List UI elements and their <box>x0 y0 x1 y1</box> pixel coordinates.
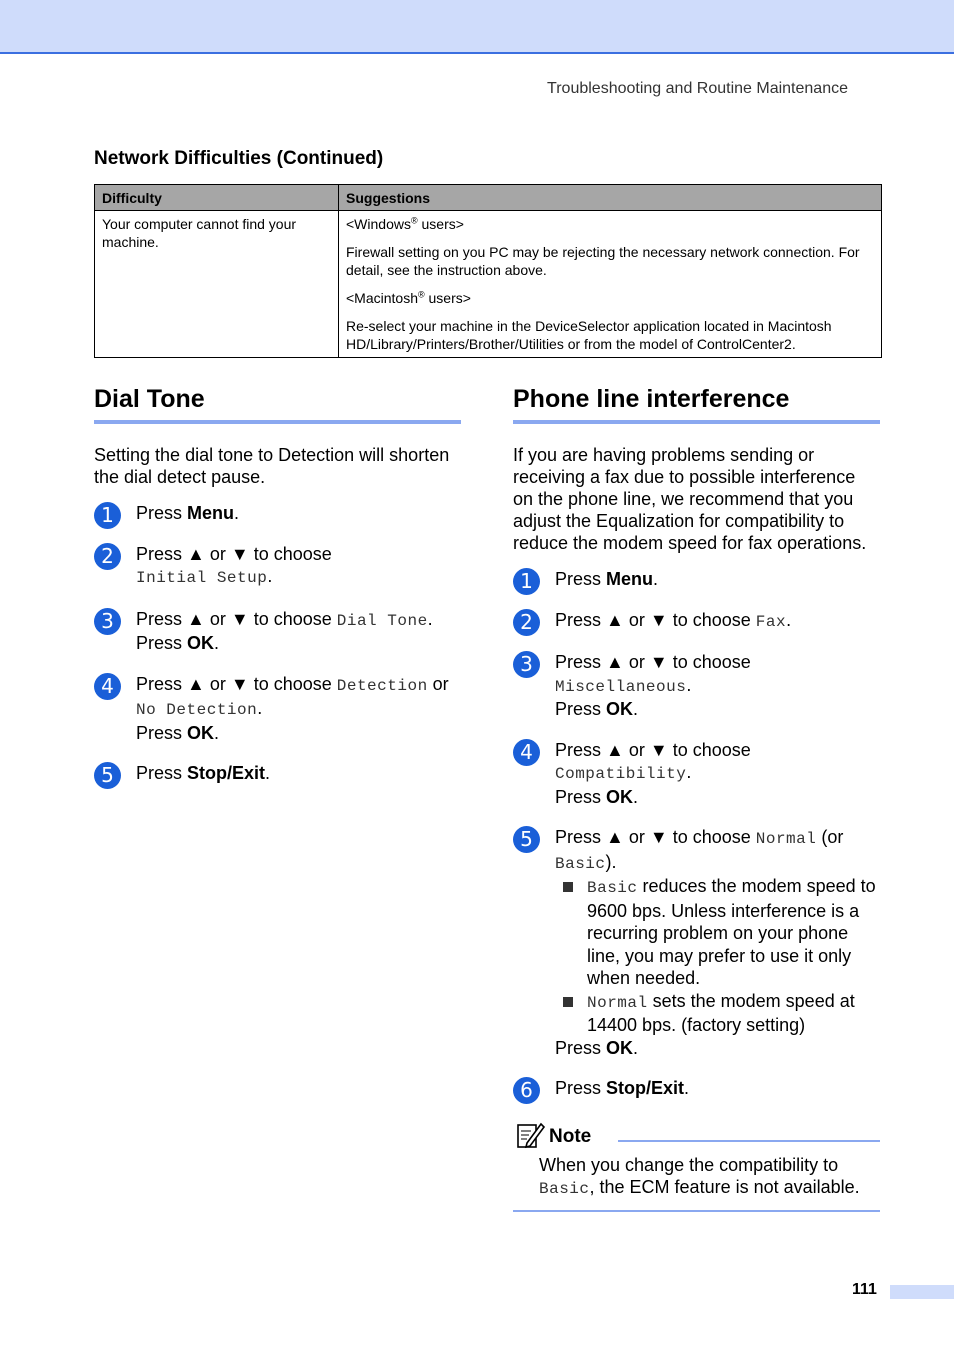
windows-suggestion: Firewall setting on you PC may be rejecting the necessary network connection. For detail, see the instruction above. <box>346 244 860 278</box>
down-arrow-icon: ▼ <box>649 652 668 672</box>
down-arrow-icon: ▼ <box>649 609 668 630</box>
section-title: Network Difficulties (Continued) <box>94 148 384 169</box>
down-arrow-icon: ▼ <box>230 543 249 564</box>
difficulty-cell: Your computer cannot find your machine. <box>95 211 339 358</box>
column-header-suggestions: Suggestions <box>339 185 882 211</box>
top-banner <box>0 0 954 54</box>
suggestions-cell <box>339 211 882 358</box>
up-arrow-icon: ▲ <box>606 827 624 847</box>
note-pencil-icon <box>515 1120 545 1150</box>
phone-step-5: 5 Press ▲ or ▼ to choose Normal (or Basic). Basic reduces the modem speed to 9600 bps. Unless interference is a recurring problem on your phone line, you may prefer to use it only when needed. Normal sets the modem speed at 14400 bps. (factory setting) Press OK. <box>513 826 880 1059</box>
note-divider <box>618 1140 880 1142</box>
dial-step-3: 3 Press ▲ or ▼ to choose Dial Tone. Press OK. <box>94 608 461 655</box>
note-title: Note <box>549 1125 592 1147</box>
running-header: Troubleshooting and Routine Maintenance <box>547 80 848 97</box>
down-arrow-icon: ▼ <box>230 608 249 629</box>
down-arrow-icon: ▼ <box>649 739 668 760</box>
dial-step-5: 5 Press Stop/Exit. <box>94 762 461 785</box>
macintosh-users-label: <Macintosh® users> <box>346 289 471 306</box>
step-number-icon: 5 <box>94 762 121 789</box>
bullet-normal: Normal sets the modem speed at 14400 bps. (factory setting) <box>561 990 880 1037</box>
up-arrow-icon: ▲ <box>606 739 624 760</box>
bullet-square-icon <box>563 882 573 892</box>
up-arrow-icon: ▲ <box>606 609 624 630</box>
phone-step-3: 3 Press ▲ or ▼ to choose Miscellaneous. Press OK. <box>513 651 880 721</box>
dial-tone-intro: Setting the dial tone to Detection will shorten the dial detect pause. <box>94 445 450 487</box>
bullet-square-icon <box>563 997 573 1007</box>
step-number-icon: 1 <box>94 502 121 529</box>
phone-step-4: 4 Press ▲ or ▼ to choose Compatibility. Press OK. <box>513 739 880 809</box>
up-arrow-icon: ▲ <box>606 652 624 672</box>
up-arrow-icon: ▲ <box>187 673 205 694</box>
phone-step-6: 6 Press Stop/Exit. <box>513 1077 880 1100</box>
up-arrow-icon: ▲ <box>187 608 205 629</box>
step-number-icon: 4 <box>513 739 540 766</box>
windows-users-label: <Windows® users> <box>346 215 464 232</box>
dial-tone-section <box>94 385 461 803</box>
network-difficulties-table <box>94 184 882 358</box>
phone-step-1: 1 Press Menu. <box>513 568 880 591</box>
macintosh-suggestion: Re-select your machine in the DeviceSelector application located in Macintosh HD/Library/Printers/Brother/Utilities or from the model of ControlCenter2. <box>346 318 832 352</box>
table-row <box>95 211 882 358</box>
phone-step-2: 2 Press ▲ or ▼ to choose Fax. <box>513 609 880 634</box>
page-tab-marker <box>890 1285 954 1299</box>
dial-step-2: 2 Press ▲ or ▼ to choose Initial Setup. <box>94 543 461 590</box>
down-arrow-icon: ▼ <box>649 827 668 847</box>
page-number: 111 <box>852 1281 877 1298</box>
step-number-icon: 2 <box>94 543 121 570</box>
column-header-difficulty: Difficulty <box>95 185 339 211</box>
step-number-icon: 3 <box>94 608 121 635</box>
step-number-icon: 1 <box>513 568 540 595</box>
dial-step-4: 4 Press ▲ or ▼ to choose Detection or No Detection. Press OK. <box>94 673 461 745</box>
step-number-icon: 3 <box>513 651 540 678</box>
step-number-icon: 6 <box>513 1077 540 1104</box>
phone-line-heading: Phone line interference <box>513 385 880 424</box>
table-header-row <box>95 185 882 211</box>
dial-step-1: 1 Press Menu. <box>94 502 461 525</box>
step-number-icon: 4 <box>94 673 121 700</box>
dial-tone-heading: Dial Tone <box>94 385 461 424</box>
note-text: When you change the compatibility to Basic, the ECM feature is not available. <box>539 1154 860 1198</box>
phone-line-section <box>513 385 880 1212</box>
note-box <box>513 1120 880 1212</box>
step-number-icon: 2 <box>513 609 540 636</box>
bullet-basic: Basic reduces the modem speed to 9600 bps. Unless interference is a recurring problem on your phone line, you may prefer to use it only when needed. <box>561 875 880 990</box>
phone-line-intro: If you are having problems sending or receiving a fax due to possible interference on the phone line, we recommend that you adjust the Equalization for compatibility to reduce the modem speed for fax operations. <box>513 445 867 553</box>
step-number-icon: 5 <box>513 826 540 853</box>
down-arrow-icon: ▼ <box>230 673 249 694</box>
up-arrow-icon: ▲ <box>187 543 205 564</box>
